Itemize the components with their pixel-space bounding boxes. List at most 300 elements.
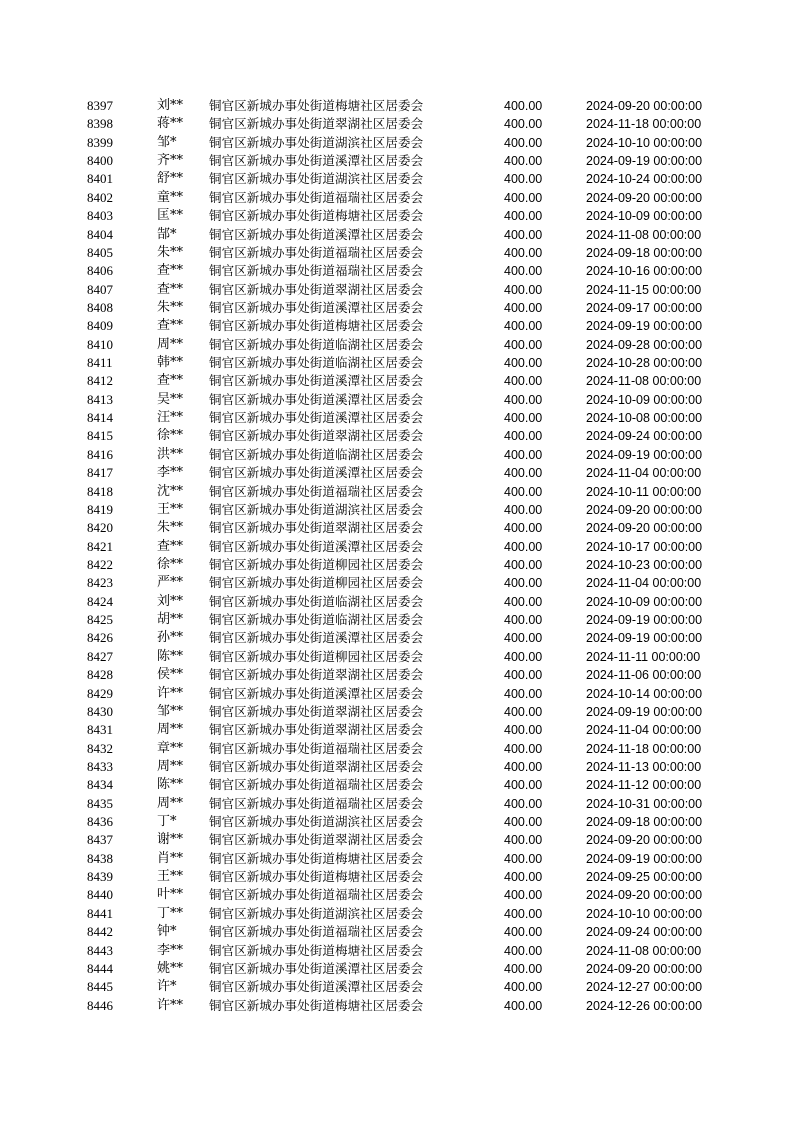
row-organization: 铜官区新城办事处街道湖滨社区居委会 <box>209 171 424 187</box>
row-date: 2024-12-27 00:00:00 <box>586 980 703 995</box>
row-date: 2024-10-09 00:00:00 <box>586 392 703 407</box>
row-name: 沈** <box>157 483 184 499</box>
row-organization: 铜官区新城办事处街道柳园社区居委会 <box>209 648 424 664</box>
row-date: 2024-09-20 00:00:00 <box>586 99 703 113</box>
row-name: 查** <box>157 373 184 389</box>
table-row <box>80 997 720 1015</box>
row-id: 8414 <box>87 410 113 426</box>
row-organization: 铜官区新城办事处街道临湖社区居委会 <box>209 336 424 352</box>
row-date: 2024-11-13 00:00:00 <box>586 759 702 774</box>
row-organization: 铜官区新城办事处街道福瑞社区居委会 <box>209 777 424 793</box>
row-organization: 铜官区新城办事处街道翠湖社区居委会 <box>209 832 424 848</box>
table-row <box>80 813 720 831</box>
row-id: 8399 <box>87 134 113 150</box>
row-amount: 400.00 <box>504 686 543 701</box>
row-id: 8411 <box>87 355 113 371</box>
row-amount: 400.00 <box>504 870 543 885</box>
row-date: 2024-09-20 00:00:00 <box>586 502 703 517</box>
row-id: 8408 <box>87 299 113 315</box>
row-id: 8427 <box>87 648 113 664</box>
row-id: 8401 <box>87 171 113 187</box>
row-id: 8443 <box>87 942 113 958</box>
row-amount: 400.00 <box>504 429 543 444</box>
row-id: 8415 <box>87 428 113 444</box>
row-date: 2024-09-19 00:00:00 <box>586 704 703 719</box>
row-amount: 400.00 <box>504 521 543 536</box>
row-date: 2024-09-20 00:00:00 <box>586 961 703 976</box>
row-amount: 400.00 <box>504 778 543 793</box>
row-name: 查** <box>157 263 184 279</box>
row-organization: 铜官区新城办事处街道翠湖社区居委会 <box>209 281 424 297</box>
row-name: 韩** <box>157 355 184 371</box>
table-row <box>80 960 720 978</box>
row-amount: 400.00 <box>504 135 543 150</box>
row-amount: 400.00 <box>504 613 543 628</box>
row-name: 查** <box>157 538 184 554</box>
row-organization: 铜官区新城办事处街道溪潭社区居委会 <box>209 979 424 995</box>
row-amount: 400.00 <box>504 851 543 866</box>
row-id: 8446 <box>87 997 113 1013</box>
row-amount: 400.00 <box>504 337 543 352</box>
row-organization: 铜官区新城办事处街道梅塘社区居委会 <box>209 98 424 113</box>
row-organization: 铜官区新城办事处街道翠湖社区居委会 <box>209 116 424 132</box>
row-name: 刘** <box>157 98 184 113</box>
row-id: 8404 <box>87 226 113 242</box>
table-row <box>80 648 720 666</box>
table-row <box>80 666 720 684</box>
table-row <box>80 905 720 923</box>
row-organization: 铜官区新城办事处街道溪潭社区居委会 <box>209 153 424 169</box>
row-name: 邹** <box>157 703 184 719</box>
row-amount: 400.00 <box>504 319 543 334</box>
row-amount: 400.00 <box>504 300 543 315</box>
row-date: 2024-10-31 00:00:00 <box>586 796 703 811</box>
row-date: 2024-11-08 00:00:00 <box>586 227 702 242</box>
row-organization: 铜官区新城办事处街道福瑞社区居委会 <box>209 887 424 903</box>
row-name: 王** <box>157 869 184 885</box>
row-amount: 400.00 <box>504 925 543 940</box>
row-name: 郜* <box>157 226 177 242</box>
row-id: 8442 <box>87 924 113 940</box>
row-id: 8418 <box>87 483 113 499</box>
table-row <box>80 97 720 115</box>
row-date: 2024-09-19 00:00:00 <box>586 613 703 628</box>
table-row <box>80 758 720 776</box>
row-id: 8436 <box>87 814 113 830</box>
row-date: 2024-09-20 00:00:00 <box>586 190 703 205</box>
row-date: 2024-12-26 00:00:00 <box>586 998 703 1013</box>
row-amount: 400.00 <box>504 154 543 169</box>
row-date: 2024-09-24 00:00:00 <box>586 925 703 940</box>
row-id: 8422 <box>87 556 113 572</box>
row-amount: 400.00 <box>504 961 543 976</box>
table-row <box>80 483 720 501</box>
row-name: 王** <box>157 501 184 517</box>
row-organization: 铜官区新城办事处街道溪潭社区居委会 <box>209 373 424 389</box>
table-row <box>80 868 720 886</box>
row-date: 2024-09-18 00:00:00 <box>586 815 703 830</box>
row-name: 刘** <box>157 593 184 609</box>
table-row <box>80 923 720 941</box>
table-row <box>80 831 720 849</box>
row-name: 孙** <box>157 630 184 646</box>
subsidy-table <box>80 97 720 1015</box>
row-amount: 400.00 <box>504 668 543 683</box>
table-row <box>80 538 720 556</box>
row-id: 8417 <box>87 465 113 481</box>
row-organization: 铜官区新城办事处街道临湖社区居委会 <box>209 593 424 609</box>
row-organization: 铜官区新城办事处街道翠湖社区居委会 <box>209 428 424 444</box>
table-row <box>80 115 720 133</box>
row-date: 2024-10-14 00:00:00 <box>586 686 703 701</box>
row-organization: 铜官区新城办事处街道溪潭社区居委会 <box>209 960 424 976</box>
row-amount: 400.00 <box>504 447 543 462</box>
row-organization: 铜官区新城办事处街道溪潭社区居委会 <box>209 299 424 315</box>
row-name: 匡** <box>157 208 184 224</box>
row-name: 洪** <box>157 446 184 462</box>
row-id: 8402 <box>87 189 113 205</box>
row-date: 2024-09-19 00:00:00 <box>586 447 703 462</box>
row-id: 8419 <box>87 501 113 517</box>
row-organization: 铜官区新城办事处街道湖滨社区居委会 <box>209 814 424 830</box>
row-name: 胡** <box>157 612 184 628</box>
row-organization: 铜官区新城办事处街道临湖社区居委会 <box>209 355 424 371</box>
row-name: 姚** <box>157 960 184 976</box>
row-id: 8437 <box>87 832 113 848</box>
table-row <box>80 336 720 354</box>
table-row <box>80 170 720 188</box>
row-name: 许** <box>157 685 184 701</box>
row-id: 8431 <box>87 722 113 738</box>
row-date: 2024-09-19 00:00:00 <box>586 319 703 334</box>
row-amount: 400.00 <box>504 759 543 774</box>
row-id: 8441 <box>87 905 113 921</box>
row-amount: 400.00 <box>504 172 543 187</box>
table-row <box>80 134 720 152</box>
row-id: 8438 <box>87 850 113 866</box>
row-organization: 铜官区新城办事处街道临湖社区居委会 <box>209 612 424 628</box>
row-id: 8405 <box>87 244 113 260</box>
row-date: 2024-10-10 00:00:00 <box>586 135 703 150</box>
table-row <box>80 795 720 813</box>
row-amount: 400.00 <box>504 466 543 481</box>
row-organization: 铜官区新城办事处街道溪潭社区居委会 <box>209 538 424 554</box>
row-amount: 400.00 <box>504 557 543 572</box>
row-id: 8440 <box>87 887 113 903</box>
table-row <box>80 226 720 244</box>
row-date: 2024-09-25 00:00:00 <box>586 870 703 885</box>
row-organization: 铜官区新城办事处街道翠湖社区居委会 <box>209 667 424 683</box>
row-name: 钟* <box>157 924 177 940</box>
row-id: 8430 <box>87 703 113 719</box>
row-amount: 400.00 <box>504 392 543 407</box>
row-date: 2024-11-11 00:00:00 <box>586 649 701 664</box>
row-organization: 铜官区新城办事处街道溪潭社区居委会 <box>209 685 424 701</box>
row-amount: 400.00 <box>504 117 543 132</box>
row-date: 2024-09-17 00:00:00 <box>586 300 703 315</box>
row-id: 8407 <box>87 281 113 297</box>
row-organization: 铜官区新城办事处街道梅塘社区居委会 <box>209 997 424 1013</box>
row-organization: 铜官区新城办事处街道福瑞社区居委会 <box>209 244 424 260</box>
row-id: 8429 <box>87 685 113 701</box>
row-name: 丁** <box>157 905 184 921</box>
table-row <box>80 207 720 225</box>
row-name: 邹* <box>157 134 177 150</box>
row-id: 8413 <box>87 391 113 407</box>
row-name: 严** <box>157 575 184 591</box>
table-row <box>80 685 720 703</box>
row-organization: 铜官区新城办事处街道福瑞社区居委会 <box>209 740 424 756</box>
row-organization: 铜官区新城办事处街道溪潭社区居委会 <box>209 465 424 481</box>
row-date: 2024-10-16 00:00:00 <box>586 264 703 279</box>
table-row <box>80 519 720 537</box>
table-row <box>80 942 720 960</box>
row-date: 2024-09-20 00:00:00 <box>586 888 703 903</box>
table-row <box>80 409 720 427</box>
table-row <box>80 464 720 482</box>
row-name: 陈** <box>157 648 184 664</box>
row-organization: 铜官区新城办事处街道溪潭社区居委会 <box>209 391 424 407</box>
row-name: 蒋** <box>157 116 184 132</box>
row-organization: 铜官区新城办事处街道湖滨社区居委会 <box>209 501 424 517</box>
row-amount: 400.00 <box>504 741 543 756</box>
row-name: 谢** <box>157 832 184 848</box>
table-row <box>80 978 720 996</box>
row-date: 2024-09-20 00:00:00 <box>586 521 703 536</box>
row-organization: 铜官区新城办事处街道翠湖社区居委会 <box>209 703 424 719</box>
table-row <box>80 152 720 170</box>
row-id: 8410 <box>87 336 113 352</box>
row-amount: 400.00 <box>504 833 543 848</box>
row-amount: 400.00 <box>504 411 543 426</box>
table-row <box>80 886 720 904</box>
row-date: 2024-09-19 00:00:00 <box>586 154 703 169</box>
row-id: 8400 <box>87 153 113 169</box>
table-row <box>80 372 720 390</box>
row-name: 周** <box>157 336 184 352</box>
table-row <box>80 391 720 409</box>
row-amount: 400.00 <box>504 502 543 517</box>
row-date: 2024-11-04 00:00:00 <box>586 466 702 481</box>
row-id: 8409 <box>87 318 113 334</box>
row-id: 8426 <box>87 630 113 646</box>
row-id: 8425 <box>87 612 113 628</box>
row-organization: 铜官区新城办事处街道临湖社区居委会 <box>209 446 424 462</box>
row-name: 舒** <box>157 171 184 187</box>
row-date: 2024-11-08 00:00:00 <box>586 374 702 389</box>
row-amount: 400.00 <box>504 245 543 260</box>
row-organization: 铜官区新城办事处街道福瑞社区居委会 <box>209 795 424 811</box>
row-organization: 铜官区新城办事处街道溪潭社区居委会 <box>209 630 424 646</box>
row-date: 2024-09-19 00:00:00 <box>586 631 703 646</box>
row-amount: 400.00 <box>504 356 543 371</box>
row-name: 章** <box>157 740 184 756</box>
row-id: 8398 <box>87 116 113 132</box>
row-amount: 400.00 <box>504 631 543 646</box>
row-name: 童** <box>157 189 184 205</box>
row-organization: 铜官区新城办事处街道翠湖社区居委会 <box>209 722 424 738</box>
row-organization: 铜官区新城办事处街道福瑞社区居委会 <box>209 189 424 205</box>
table-row <box>80 281 720 299</box>
row-organization: 铜官区新城办事处街道湖滨社区居委会 <box>209 134 424 150</box>
row-name: 叶** <box>157 887 184 903</box>
table-row <box>80 189 720 207</box>
row-amount: 400.00 <box>504 374 543 389</box>
row-organization: 铜官区新城办事处街道翠湖社区居委会 <box>209 520 424 536</box>
row-date: 2024-11-18 00:00:00 <box>586 741 702 756</box>
row-name: 朱** <box>157 520 184 536</box>
row-date: 2024-09-18 00:00:00 <box>586 245 703 260</box>
row-date: 2024-11-04 00:00:00 <box>586 576 702 591</box>
row-amount: 400.00 <box>504 649 543 664</box>
row-name: 周** <box>157 795 184 811</box>
table-row <box>80 574 720 592</box>
table-row <box>80 299 720 317</box>
row-date: 2024-10-10 00:00:00 <box>586 906 703 921</box>
table-row <box>80 703 720 721</box>
row-name: 陈** <box>157 777 184 793</box>
row-date: 2024-10-09 00:00:00 <box>586 209 703 224</box>
row-organization: 铜官区新城办事处街道溪潭社区居委会 <box>209 226 424 242</box>
table-row <box>80 317 720 335</box>
row-organization: 铜官区新城办事处街道梅塘社区居委会 <box>209 942 424 958</box>
row-id: 8434 <box>87 777 113 793</box>
row-name: 周** <box>157 722 184 738</box>
row-date: 2024-10-09 00:00:00 <box>586 594 703 609</box>
row-date: 2024-10-28 00:00:00 <box>586 356 703 371</box>
table-row <box>80 850 720 868</box>
table-row <box>80 427 720 445</box>
row-date: 2024-10-17 00:00:00 <box>586 539 703 554</box>
row-date: 2024-10-24 00:00:00 <box>586 172 703 187</box>
row-organization: 铜官区新城办事处街道柳园社区居委会 <box>209 575 424 591</box>
row-id: 8433 <box>87 758 113 774</box>
row-name: 丁* <box>157 814 177 830</box>
row-date: 2024-11-06 00:00:00 <box>586 668 702 683</box>
row-date: 2024-10-08 00:00:00 <box>586 411 703 426</box>
row-amount: 400.00 <box>504 796 543 811</box>
row-id: 8432 <box>87 740 113 756</box>
row-amount: 400.00 <box>504 576 543 591</box>
row-amount: 400.00 <box>504 264 543 279</box>
row-amount: 400.00 <box>504 906 543 921</box>
row-date: 2024-09-19 00:00:00 <box>586 851 703 866</box>
row-amount: 400.00 <box>504 888 543 903</box>
table-row <box>80 629 720 647</box>
row-id: 8435 <box>87 795 113 811</box>
row-amount: 400.00 <box>504 998 543 1013</box>
table-row <box>80 721 720 739</box>
row-organization: 铜官区新城办事处街道溪潭社区居委会 <box>209 410 424 426</box>
row-organization: 铜官区新城办事处街道梅塘社区居委会 <box>209 318 424 334</box>
row-id: 8416 <box>87 446 113 462</box>
row-id: 8397 <box>87 98 113 113</box>
row-organization: 铜官区新城办事处街道梅塘社区居委会 <box>209 869 424 885</box>
row-date: 2024-10-11 00:00:00 <box>586 484 702 499</box>
row-amount: 400.00 <box>504 815 543 830</box>
row-date: 2024-11-18 00:00:00 <box>586 117 702 132</box>
row-id: 8423 <box>87 575 113 591</box>
row-id: 8428 <box>87 667 113 683</box>
row-name: 李** <box>157 942 184 958</box>
row-organization: 铜官区新城办事处街道湖滨社区居委会 <box>209 905 424 921</box>
row-amount: 400.00 <box>504 282 543 297</box>
row-amount: 400.00 <box>504 190 543 205</box>
table-row <box>80 262 720 280</box>
row-amount: 400.00 <box>504 227 543 242</box>
row-id: 8403 <box>87 208 113 224</box>
row-id: 8424 <box>87 593 113 609</box>
table-row <box>80 611 720 629</box>
row-date: 2024-09-20 00:00:00 <box>586 833 703 848</box>
table-row <box>80 354 720 372</box>
row-amount: 400.00 <box>504 980 543 995</box>
table-row <box>80 776 720 794</box>
row-organization: 铜官区新城办事处街道柳园社区居委会 <box>209 556 424 572</box>
row-id: 8445 <box>87 979 113 995</box>
row-date: 2024-09-24 00:00:00 <box>586 429 703 444</box>
row-date: 2024-09-28 00:00:00 <box>586 337 703 352</box>
row-name: 朱** <box>157 299 184 315</box>
row-organization: 铜官区新城办事处街道梅塘社区居委会 <box>209 850 424 866</box>
row-id: 8412 <box>87 373 113 389</box>
row-id: 8439 <box>87 869 113 885</box>
row-date: 2024-11-08 00:00:00 <box>586 943 702 958</box>
row-name: 徐** <box>157 428 184 444</box>
row-name: 吴** <box>157 391 184 407</box>
row-name: 周** <box>157 758 184 774</box>
row-name: 肖** <box>157 850 184 866</box>
row-name: 许** <box>157 997 184 1013</box>
row-organization: 铜官区新城办事处街道福瑞社区居委会 <box>209 924 424 940</box>
row-name: 齐** <box>157 153 184 169</box>
row-organization: 铜官区新城办事处街道翠湖社区居委会 <box>209 758 424 774</box>
row-name: 查** <box>157 281 184 297</box>
row-name: 许* <box>157 979 177 995</box>
row-id: 8420 <box>87 520 113 536</box>
table-row <box>80 740 720 758</box>
row-date: 2024-11-12 00:00:00 <box>586 778 702 793</box>
row-name: 汪** <box>157 410 184 426</box>
table-row <box>80 501 720 519</box>
row-date: 2024-11-04 00:00:00 <box>586 723 702 738</box>
row-name: 侯** <box>157 667 184 683</box>
table-row <box>80 556 720 574</box>
row-name: 徐** <box>157 556 184 572</box>
row-organization: 铜官区新城办事处街道梅塘社区居委会 <box>209 208 424 224</box>
row-amount: 400.00 <box>504 943 543 958</box>
row-amount: 400.00 <box>504 704 543 719</box>
row-amount: 400.00 <box>504 484 543 499</box>
row-id: 8406 <box>87 263 113 279</box>
row-id: 8421 <box>87 538 113 554</box>
table-row <box>80 446 720 464</box>
row-id: 8444 <box>87 960 113 976</box>
table-row <box>80 244 720 262</box>
row-date: 2024-10-23 00:00:00 <box>586 557 703 572</box>
row-organization: 铜官区新城办事处街道福瑞社区居委会 <box>209 483 424 499</box>
row-amount: 400.00 <box>504 209 543 224</box>
row-amount: 400.00 <box>504 594 543 609</box>
row-name: 查** <box>157 318 184 334</box>
row-name: 朱** <box>157 244 184 260</box>
row-amount: 400.00 <box>504 539 543 554</box>
row-amount: 400.00 <box>504 99 543 113</box>
row-amount: 400.00 <box>504 723 543 738</box>
table-row <box>80 593 720 611</box>
row-organization: 铜官区新城办事处街道福瑞社区居委会 <box>209 263 424 279</box>
row-date: 2024-11-15 00:00:00 <box>586 282 702 297</box>
